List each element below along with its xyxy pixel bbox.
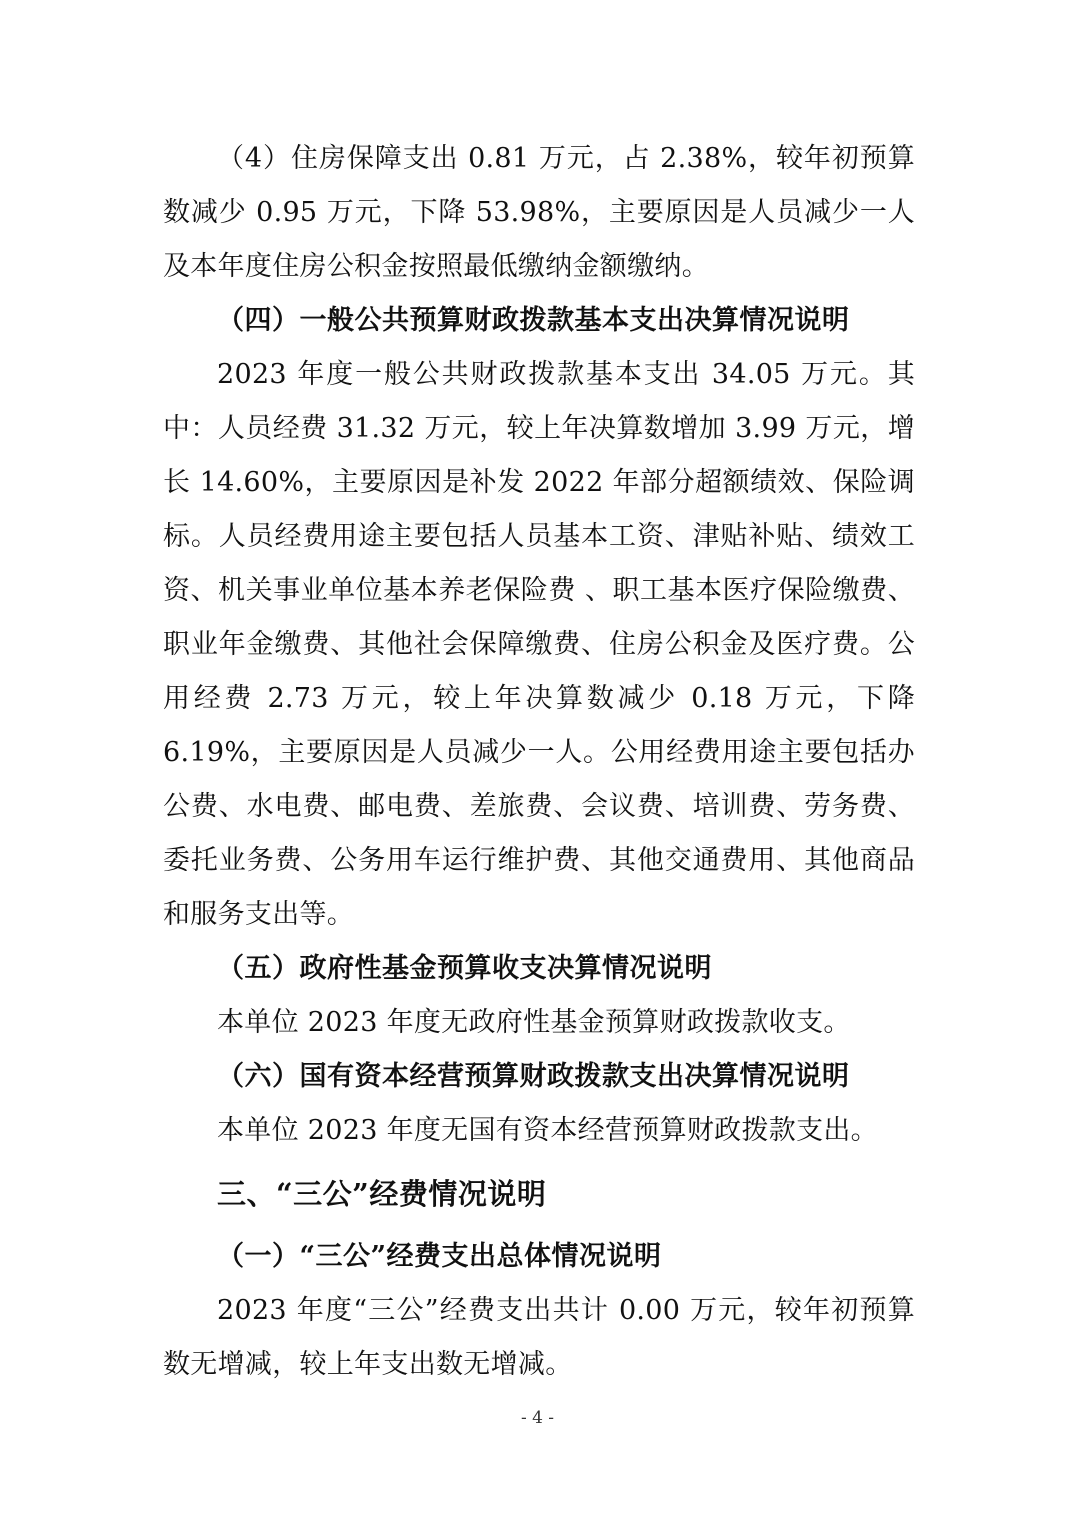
heading-state-capital: （六）国有资本经营预算财政拨款支出决算情况说明 <box>217 1061 850 1092</box>
paragraph-state-capital: 本单位 2023 年度无国有资本经营预算财政拨款支出。 <box>217 1115 878 1146</box>
heading-basic-expenditure: （四）一般公共预算财政拨款基本支出决算情况说明 <box>217 305 850 336</box>
paragraph-basic-expenditure: 2023 年度一般公共财政拨款基本支出 34.05 万元。其中：人员经费 31.32 万元，较上年决算数增加 3.99 万元，增长 14.60%，主要原因是补发 2022 年部分超额绩效、保险调标。人员经费用途主要包括人员基本工资、津贴补贴、绩效工资、机关事业单位基本养老保险费 、职工基本医疗保险缴费、职业年金缴费、其他社会保障缴费、住房公积金及医疗费。公用经费 2.73 万元，较上年决算数减少 0.18 万元，下降 6.19%，主要原因是人员减少一人。公用经费用途主要包括办公费、水电费、邮电费、差旅费、会议费、培训费、劳务费、委托业务费、公务用车运行维护费、其他交通费用、其他商品和服务支出等。 <box>163 359 915 930</box>
heading-three-public-overall: （一）“三公”经费支出总体情况说明 <box>217 1241 662 1272</box>
document-body <box>163 132 915 1392</box>
paragraph-three-public-overall: 2023 年度“三公”经费支出共计 0.00 万元，较年初预算数无增减，较上年支出数无增减。 <box>163 1295 915 1380</box>
heading-government-fund: （五）政府性基金预算收支决算情况说明 <box>217 953 712 984</box>
paragraph-housing-expense: （4）住房保障支出 0.81 万元，占 2.38%，较年初预算数减少 0.95 万元，下降 53.98%，主要原因是人员减少一人及本年度住房公积金按照最低缴纳金额缴纳。 <box>163 143 915 282</box>
paragraph-government-fund: 本单位 2023 年度无政府性基金预算财政拨款收支。 <box>217 1007 851 1038</box>
heading-three-public-expenses: 三、“三公”经费情况说明 <box>217 1177 547 1211</box>
page-number: - 4 - <box>520 1408 555 1428</box>
